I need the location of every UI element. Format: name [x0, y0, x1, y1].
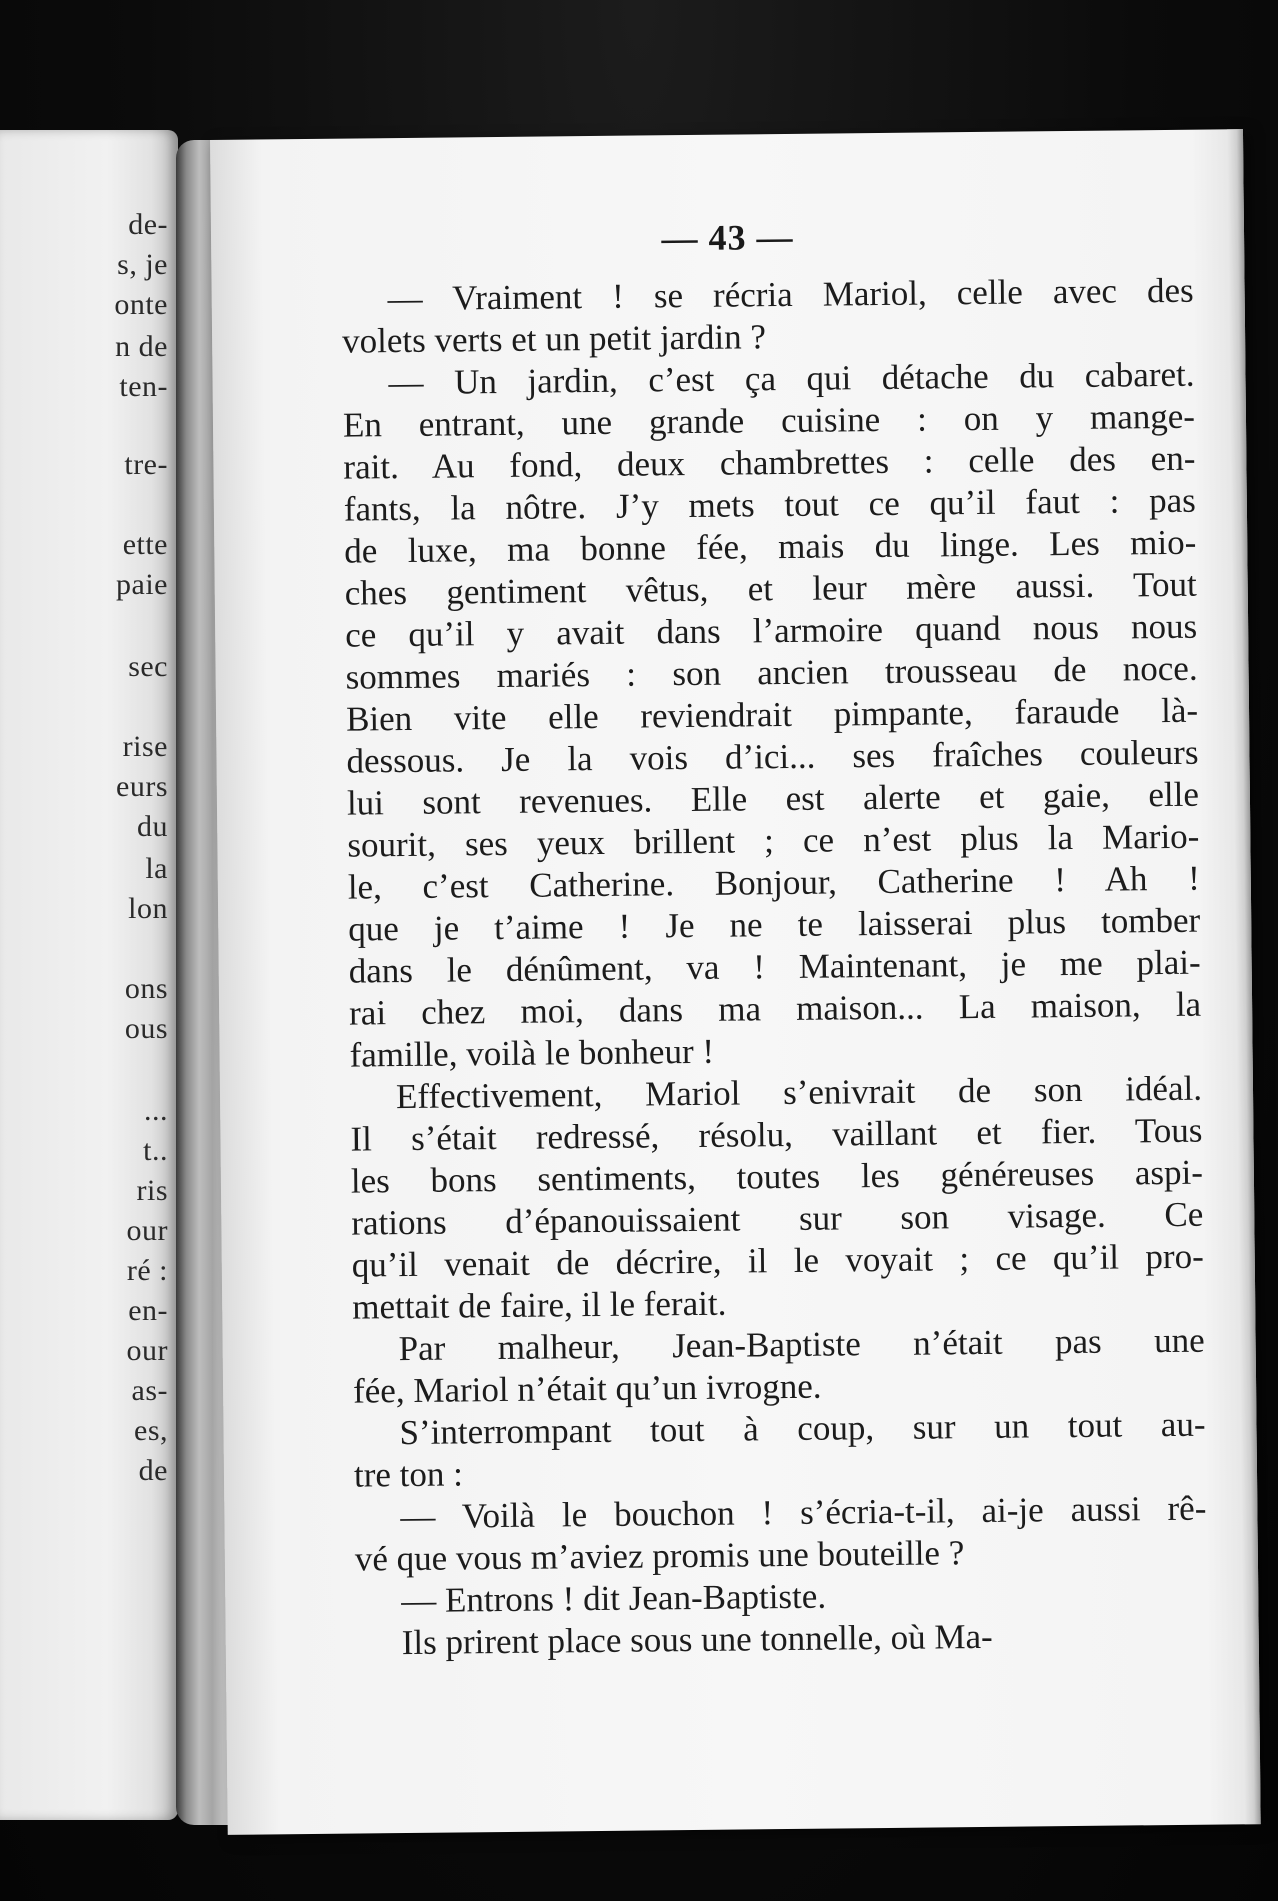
left-page-line: t.. [143, 1134, 168, 1167]
left-page-line: as- [131, 1374, 168, 1407]
book-page [210, 129, 1261, 1835]
left-page-line: s, je [117, 248, 168, 281]
left-page-line: eurs [116, 770, 168, 803]
left-page-line: paie [116, 568, 168, 601]
left-page-line: ris [136, 1174, 168, 1207]
text-line: rations d’épanouissaient sur son visage. Ce [351, 1194, 1204, 1243]
text-line: En entrant, une grande cuisine : on y mange- [342, 396, 1196, 445]
left-page-line: de- [128, 208, 168, 241]
left-page-line: ette [122, 528, 168, 561]
text-line: volets verts et un petit jardin ? [341, 317, 767, 361]
text-line: dans le dénûment, va ! Maintenant, je me plai- [348, 942, 1201, 991]
paragraph [342, 354, 1201, 1077]
left-page-line: es, [134, 1414, 168, 1447]
left-page-line: tre- [124, 448, 168, 481]
text-line: mettait de faire, il le ferait. [352, 1283, 727, 1327]
left-page-line: sec [128, 650, 168, 683]
text-line: — Vraiment ! se récria Mariol, celle avec des [387, 270, 1194, 319]
text-line: rait. Au fond, deux chambrettes : celle des en- [343, 438, 1196, 487]
text-line: lui sont revenues. Elle est alerte et gaie, elle [346, 774, 1200, 823]
text-line: le, c’est Catherine. Bonjour, Catherine ! Ah ! [347, 858, 1200, 907]
text-line: ches gentiment vêtus, et leur mère aussi. Tout [344, 564, 1197, 613]
paragraph [356, 1614, 1208, 1665]
text-line: les bons sentiments, toutes les généreuses aspi- [350, 1152, 1204, 1201]
left-page-line: our [126, 1214, 168, 1247]
text-line: — Entrons ! dit Jean-Baptiste. [401, 1576, 827, 1621]
paragraph [350, 1068, 1205, 1329]
text-line: — Un jardin, c’est ça qui détache du cabaret. [388, 354, 1195, 403]
paragraph [352, 1320, 1205, 1413]
left-page-line: rise [122, 730, 168, 763]
paragraph [353, 1404, 1206, 1497]
paragraph [354, 1488, 1207, 1581]
left-page-line: our [126, 1334, 168, 1367]
text-line: vé que vous m’aviez promis une bouteille ? [354, 1533, 965, 1579]
text-line: sommes mariés : son ancien trousseau de noce. [345, 648, 1198, 697]
text-line: tre ton : [353, 1454, 464, 1495]
left-page-line: du [137, 810, 168, 843]
text-line: rai chez moi, dans ma maison... La maison, la [348, 984, 1202, 1033]
text-line: S’interrompant tout à coup, sur un tout au- [399, 1404, 1206, 1453]
text-line: dessous. Je la vois d’ici... ses fraîches couleurs [346, 732, 1199, 781]
text-line: ce qu’il y avait dans l’armoire quand nous nous [344, 606, 1198, 655]
paragraph [341, 270, 1194, 363]
left-page-line: en- [128, 1294, 168, 1327]
text-line: qu’il venait de décrire, il le voyait ; ce qu’il pro- [351, 1236, 1204, 1285]
left-page-line: de [138, 1454, 168, 1487]
text-line: fée, Mariol n’était qu’un ivrogne. [352, 1366, 822, 1411]
left-page-line: ons [124, 972, 168, 1005]
text-line: Par malheur, Jean-Baptiste n’était pas une [398, 1320, 1205, 1369]
text-line: Effectivement, Mariol s’enivrait de son idéal. [395, 1068, 1203, 1117]
left-page-line: ré : [126, 1254, 168, 1287]
previous-page-fragment [0, 130, 178, 1820]
left-page-line: n de [115, 330, 168, 363]
text-line: Il s’était redressé, résolu, vaillant et fier. Tous [350, 1110, 1203, 1159]
text-line: Bien vite elle reviendrait pimpante, faraude là- [345, 690, 1199, 739]
page-number: — 43 — [661, 216, 794, 259]
text-line: sourit, ses yeux brillent ; ce n’est plus la Mario- [347, 816, 1200, 865]
page-text [341, 270, 1207, 1665]
text-line: Ils prirent place sous une tonnelle, où Ma- [401, 1616, 993, 1663]
left-page-line: la [145, 852, 168, 885]
left-page-line: ten- [119, 370, 168, 403]
left-page-line: ous [124, 1012, 168, 1045]
text-line: fants, la nôtre. J’y mets tout ce qu’il faut : pas [343, 480, 1197, 529]
text-line: de luxe, ma bonne fée, mais du linge. Les mio- [344, 522, 1197, 571]
text-line: famille, voilà le bonheur ! [349, 1031, 715, 1075]
left-page-line: onte [114, 288, 168, 321]
text-line: — Voilà le bouchon ! s’écria-t-il, ai-je aussi rê- [400, 1488, 1207, 1537]
text-line: que je t’aime ! Je ne te laisserai plus tomber [348, 900, 1201, 949]
left-page-line: lon [128, 892, 168, 925]
left-page-line: ... [144, 1094, 168, 1127]
